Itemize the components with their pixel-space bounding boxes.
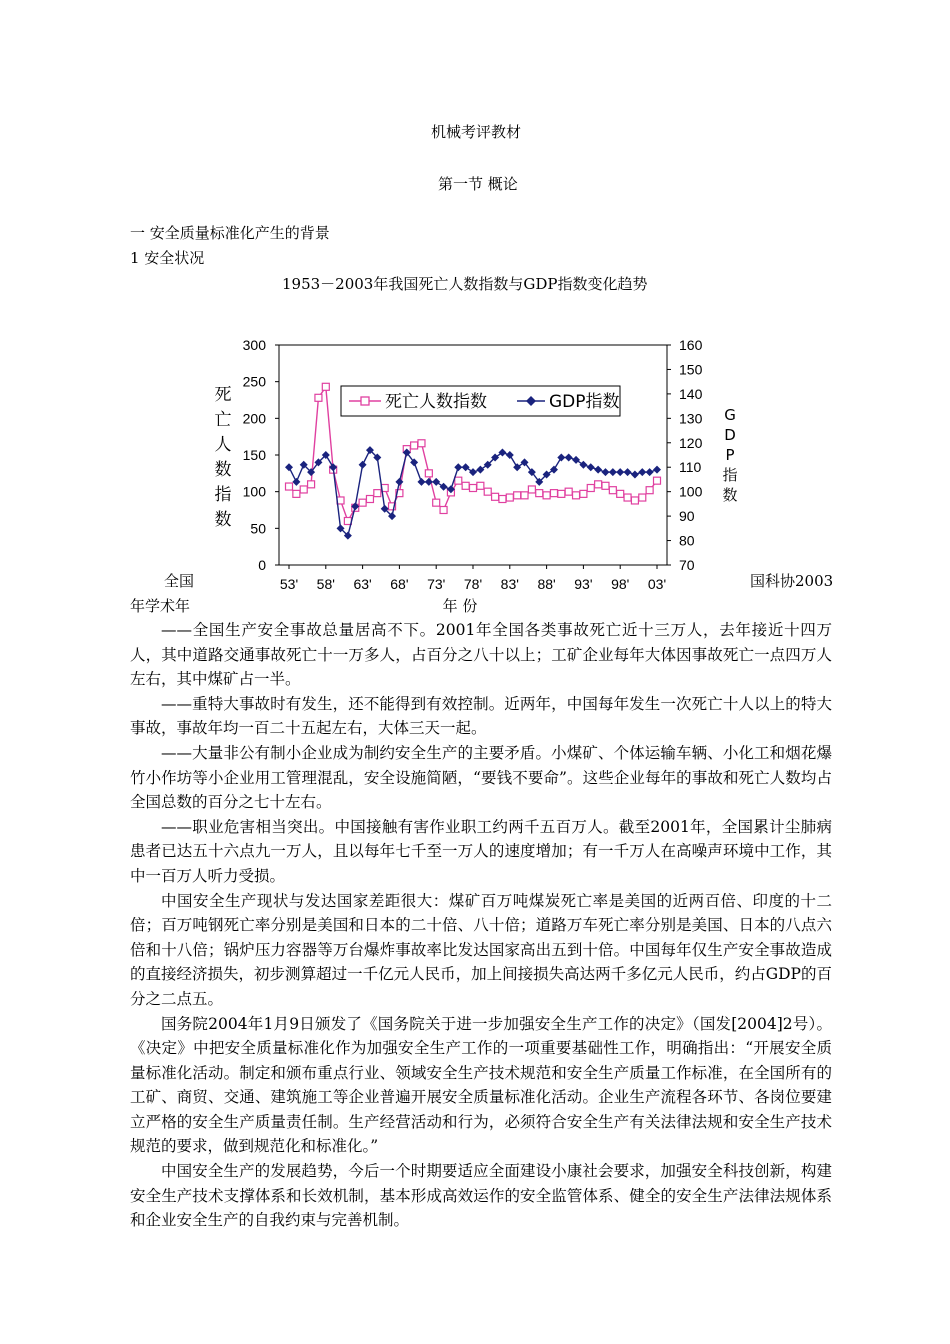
x-axis-tick-label: 58' [316,576,335,592]
right-axis-tick-label: 150 [679,361,703,378]
data-point [602,482,609,489]
data-point [654,477,661,484]
data-point [550,490,557,497]
x-axis-tick-label: 68' [390,576,409,592]
left-axis-tick-label: 250 [242,373,266,390]
chart-caption: 1953－2003年我国死亡人数指数与GDP指数变化趋势 [282,275,648,293]
data-point [514,492,521,499]
data-point [293,490,300,497]
trend-chart [205,325,738,617]
data-point [322,383,329,390]
x-axis-tick-label: 78' [463,576,483,592]
plot-area [279,345,667,565]
data-point [455,477,462,484]
axis-label-char: 死 [214,385,232,405]
data-point [308,481,315,488]
right-axis-tick-label: 120 [679,434,703,451]
paragraph: 中国安全生产的发展趋势，今后一个时期要适应全面建设小康社会要求，加强安全科技创新，构建安全生产技术支撑体系和长效机制，基本形成高效运作的安全监管体系、健全的安全生产法律法规体系和企业安全生产的自我约束与完善机制。 [130,1162,832,1230]
paragraph: ——重特大事故时有发生，还不能得到有效控制。近两年，中国每年发生一次死亡十人以上的特大事故，事故年均一百二十五起左右，大体三天一起。 [130,694,832,738]
x-axis-tick-label: 63' [353,576,372,592]
data-point [440,507,447,514]
data-point [639,494,646,501]
right-axis-tick-label: 80 [679,532,695,549]
body-text [130,618,832,1233]
data-point [366,496,373,503]
data-point [617,490,624,497]
right-axis-tick-label: 90 [679,508,695,525]
x-axis-tick-label: 83' [500,576,519,592]
data-point [492,493,499,500]
x-axis-tick-label: 53' [279,576,299,592]
right-axis-tick-label: 140 [679,385,703,402]
axis-label-char: P [725,446,735,464]
data-point [477,482,484,489]
right-axis [667,337,703,573]
data-point [565,488,572,495]
x-axis-tick-label: 73' [427,576,446,592]
axis-label-char: 指 [722,466,738,484]
right-axis-tick-label: 130 [679,410,703,427]
data-point [558,490,565,497]
left-axis-tick-label: 200 [242,410,266,427]
x-axis-tick-label: 03' [647,576,667,592]
data-point [462,482,469,489]
left-axis-tick-label: 100 [242,483,266,500]
data-point [425,470,432,477]
source-note-left: 全国 [164,572,195,590]
axis-label-char: D [724,426,736,444]
legend-death-marker [361,397,369,405]
left-axis-tick-label: 300 [242,337,266,353]
axis-label-char: 亡 [214,410,232,430]
left-axis-tick-label: 50 [250,520,266,537]
left-axis-label [215,385,232,530]
data-point [411,442,418,449]
source-note-line2: 年学术年 [130,597,191,615]
data-point [624,494,631,501]
data-point [536,490,543,497]
axis-label-char: 人 [214,435,232,455]
paragraph: ——职业危害相当突出。中国接触有害作业职工约两千五百万人。截至2001年，全国累计尘肺病患者已达五十六点九一万人，且以每年七千至一万人的速度增加；有一千万人在高噪声环境中工作，其中一百万人听力受损。 [130,817,832,885]
left-axis-tick-label: 150 [242,447,266,463]
section-title: 第一节 概论 [438,175,518,193]
data-point [631,497,638,504]
x-axis-tick-label: 98' [611,576,630,592]
data-point [646,487,653,494]
x-axis-tick-label: 93' [574,576,593,592]
paragraph: 中国安全生产现状与发达国家差距很大：煤矿百万吨煤炭死亡率是美国的近两百倍、印度的十二倍；百万吨钢死亡率分别是美国和日本的二十倍、八十倍；道路万车死亡率分别是美国、日本的八点六倍和十八倍；锅炉压力容器等万台爆炸事故率比发达国家高出五到十倍。中国每年仅生产安全事故造成的直接经济损失，初步测算超过一千亿元人民币，加上间接损失高达两千多亿元人民币，约占GDP的百分之二点五。 [130,891,832,1008]
data-point [418,440,425,447]
legend-death-label: 死亡人数指数 [385,392,487,412]
paragraph: 国务院2004年1月9日颁发了《国务院关于进一步加强安全生产工作的决定》（国发[2004]2号）。《决定》中把安全质量标准化作为加强安全生产工作的一项重要基础性工作，明确指出：“开展安全质量标准化活动。制定和颁布重点行业、领域安全生产技术规范和安全生产质量工作标准，在全国所有的工矿、商贸、交通、建筑施工等企业普遍开展安全质量标准化活动。企业生产流程各环节、各岗位要建立严格的安全生产质量责任制。生产经营活动和行为，必须符合安全生产有关法律法规和安全生产技术规范的要求，做到规范化和标准化。” [130,1014,832,1156]
x-axis [280,565,666,592]
data-point [521,492,528,499]
heading-safety-status: 1 安全状况 [130,249,205,267]
axis-label-char: 数 [722,486,738,504]
right-axis-label [722,406,737,504]
right-axis-tick-label: 70 [679,557,695,573]
heading-background: 一 安全质量标准化产生的背景 [130,224,330,242]
legend-gdp-label: GDP指数 [549,392,620,412]
x-axis-label: 年 份 [442,597,478,615]
data-point [300,486,307,493]
axis-label-char: 数 [214,460,232,480]
data-point [506,494,513,501]
data-point [528,486,535,493]
data-point [499,496,506,503]
x-axis-tick-label: 88' [537,576,556,592]
data-point [484,488,491,495]
data-point [609,487,616,494]
data-point [359,499,366,506]
axis-label-char: 指 [214,485,232,505]
data-point [587,485,594,492]
data-point [315,394,322,401]
data-point [374,490,381,497]
paragraph: ——全国生产安全事故总量居高不下。2001年全国各类事故死亡近十三万人，去年接近十四万人，其中道路交通事故死亡十一万多人，占百分之八十以上；工矿企业每年大体因事故死亡一点四万人左右，其中煤矿占一半。 [130,621,832,689]
data-point [286,483,293,490]
data-point [573,492,580,499]
left-axis-tick-label: 0 [258,557,266,573]
legend [341,386,620,416]
data-point [595,481,602,488]
left-axis [243,337,279,573]
axis-label-char: G [724,406,736,424]
data-point [580,490,587,497]
right-axis-tick-label: 160 [679,337,703,353]
data-point [543,492,550,499]
document-header: 机械考评教材 [431,123,522,141]
source-note-right: 国科协2003 [750,572,834,590]
axis-label-char: 数 [214,510,232,530]
right-axis-tick-label: 100 [679,483,703,500]
data-point [470,485,477,492]
paragraph: ——大量非公有制小企业成为制约安全生产的主要矛盾。小煤矿、个体运输车辆、小化工和烟花爆竹小作坊等小企业用工管理混乱，安全设施简陋，“要钱不要命”。这些企业每年的事故和死亡人数均占全国总数的百分之七十左右。 [130,743,832,812]
data-point [433,499,440,506]
right-axis-tick-label: 110 [679,459,702,476]
